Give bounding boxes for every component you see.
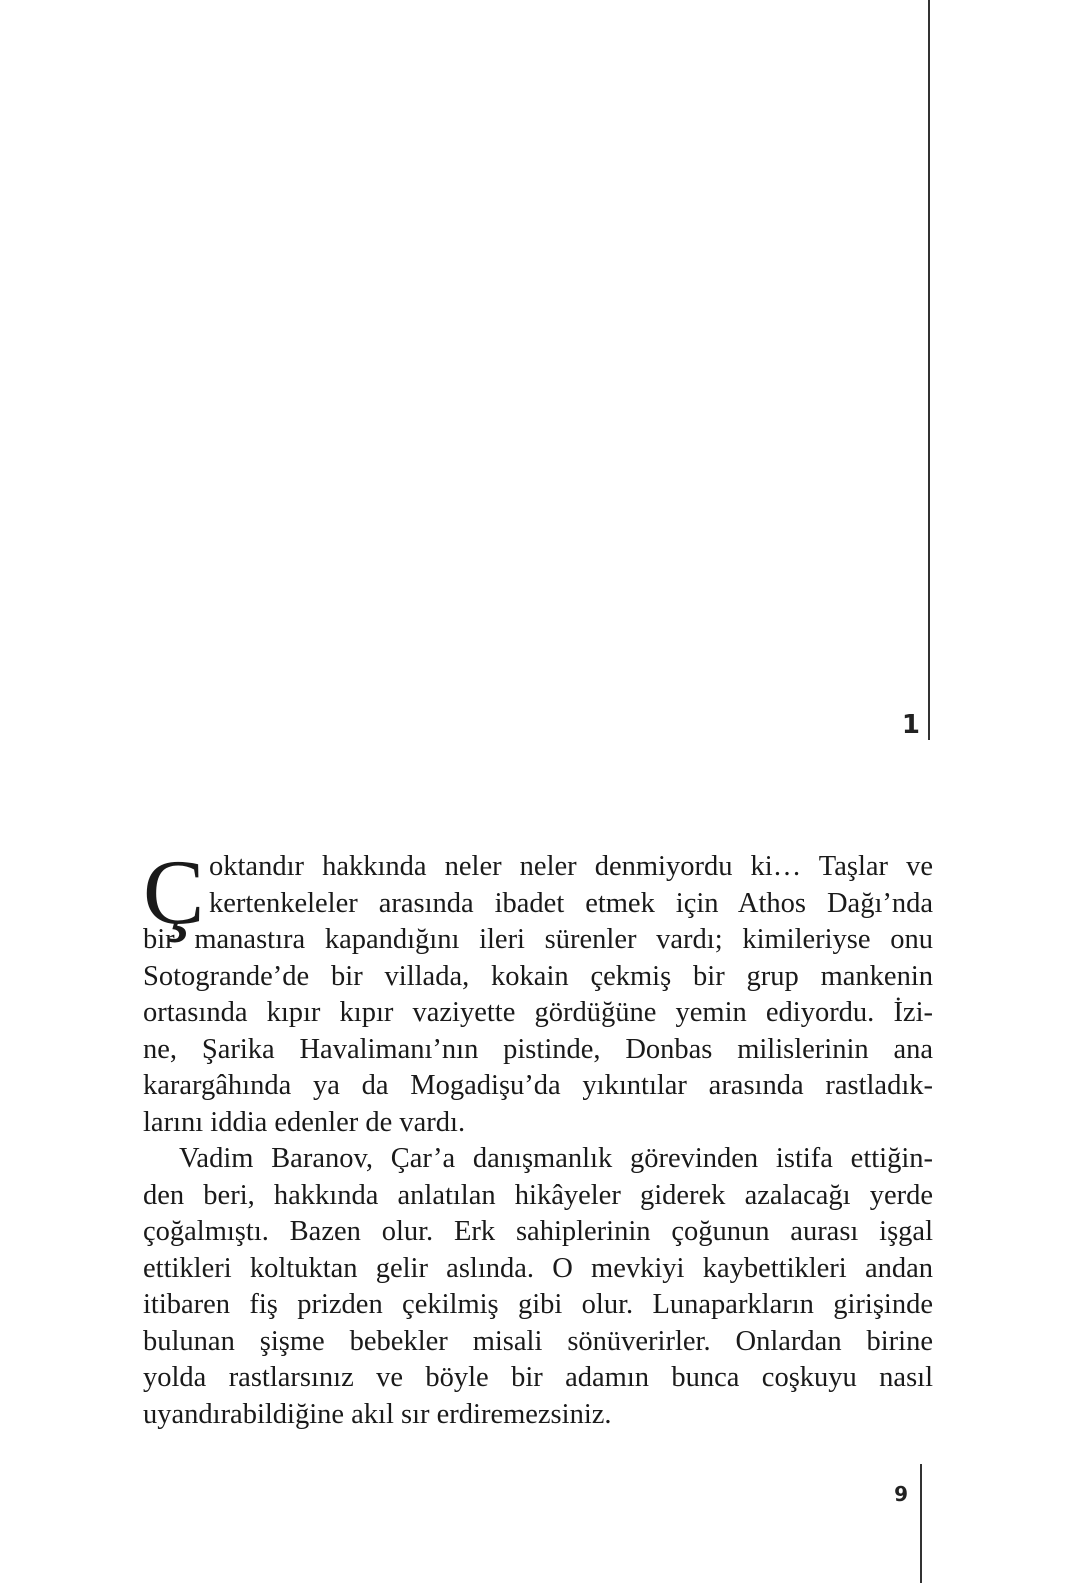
text-line: bir manastıra kapandığını ileri sürenler vardı; kimileriyse onu	[143, 924, 933, 955]
text-line: ne, Şarika Havalimanı’nın pistinde, Donbas milislerinin ana	[143, 1033, 933, 1065]
margin-rule-top	[928, 0, 930, 740]
text-line: Sotogrande’de bir villada, kokain çekmiş bir grup mankenin	[143, 960, 933, 992]
text-line: karargâhında ya da Mogadişu’da yıkıntılar arasında rastladık-	[143, 1070, 933, 1101]
page-number: 9	[894, 1482, 908, 1506]
paragraph-1	[143, 849, 933, 1141]
paragraph-2	[143, 1141, 933, 1433]
body-text	[143, 849, 933, 1433]
drop-cap: Ç	[143, 841, 205, 943]
text-line: Vadim Baranov, Çar’a danışmanlık görevinden istifa ettiğin-	[179, 1143, 933, 1174]
text-line: oktandır hakkında neler neler denmiyordu ki… Taşlar ve	[209, 851, 933, 882]
text-line: itibaren fiş prizden çekilmiş gibi olur. Lunaparkların girişinde	[143, 1289, 933, 1320]
text-line: çoğalmıştı. Bazen olur. Erk sahiplerinin çoğunun aurası işgal	[143, 1216, 933, 1247]
chapter-number: 1	[901, 710, 920, 740]
text-line: larını iddia edenler de vardı.	[143, 1106, 466, 1138]
margin-rule-bottom	[920, 1464, 922, 1583]
text-line: ortasında kıpır kıpır vaziyette gördüğüne yemin ediyordu. İzi-	[143, 997, 933, 1028]
text-line: uyandırabildiğine akıl sır erdiremezsiniz.	[143, 1398, 612, 1430]
text-line: kertenkeleler arasında ibadet etmek için Athos Dağı’nda	[209, 887, 933, 919]
text-line: den beri, hakkında anlatılan hikâyeler giderek azalacağı yerde	[143, 1179, 933, 1211]
text-line: ettikleri koltuktan gelir aslında. O mevkiyi kaybettikleri andan	[143, 1252, 933, 1284]
text-line: bulunan şişme bebekler misali sönüverirler. Onlardan birine	[143, 1325, 933, 1357]
text-line: yolda rastlarsınız ve böyle bir adamın bunca coşkuyu nasıl	[143, 1362, 933, 1393]
